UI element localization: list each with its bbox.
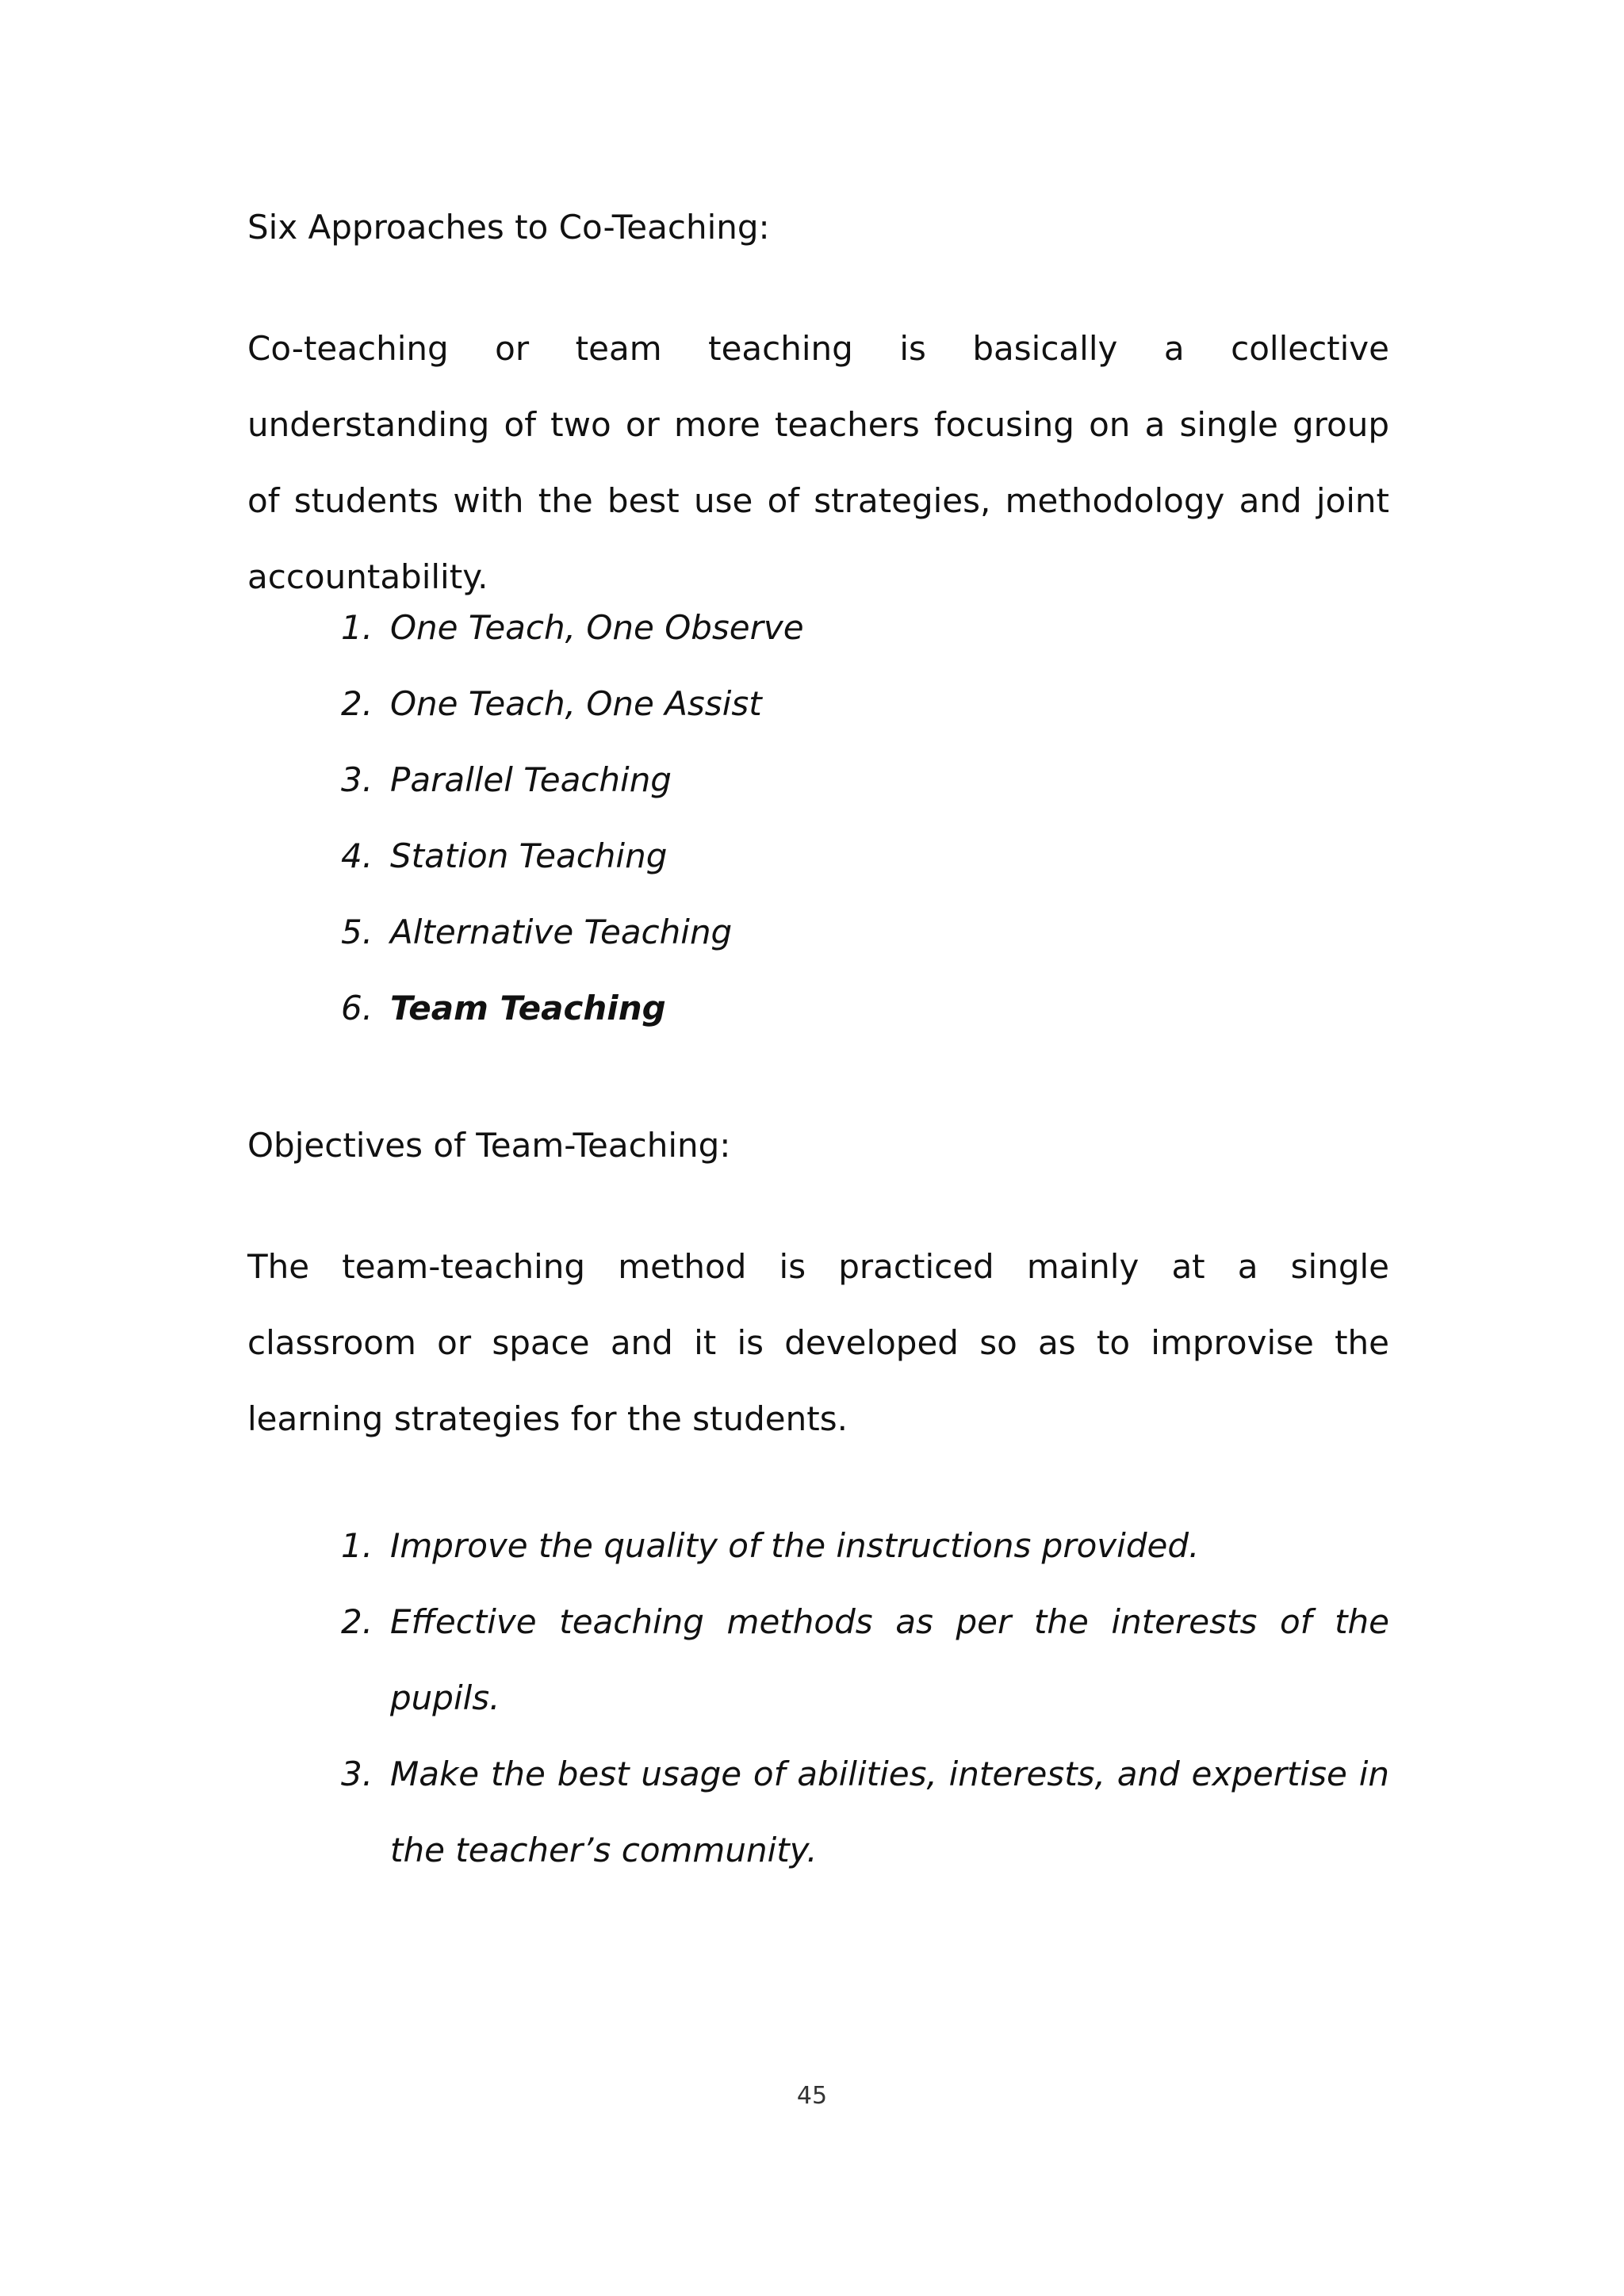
objectives-list	[341, 1508, 1389, 1888]
list-item: 5. Alternative Teaching	[341, 913, 733, 951]
list-item: 4. Station Teaching	[341, 836, 668, 875]
intro-paragraph-team-teaching: The team-teaching method is practiced mainly at a single classroom or space and it is developed so as to improvise the learning strategies for the students.	[247, 1247, 1389, 1438]
section-heading-approaches: Six Approaches to Co-Teaching:	[247, 208, 770, 247]
list-item: 3. Parallel Teaching	[341, 760, 672, 799]
list-item: 1. One Teach, One Observe	[341, 608, 804, 647]
list-item: 1. Improve the quality of the instructions provided.	[341, 1526, 1200, 1565]
list-item: 6. Team Teaching	[341, 989, 666, 1027]
approaches-list	[341, 590, 1389, 1047]
list-item: 2. Effective teaching methods as per the interests of the pupils.	[341, 1602, 1389, 1717]
list-item: 3. Make the best usage of abilities, interests, and expertise in the teacher’s community.	[341, 1755, 1389, 1869]
intro-paragraph-co-teaching: Co-teaching or team teaching is basically a collective understanding of two or more teachers focusing on a single group of students with the best use of strategies, methodology and joint accountability.	[247, 329, 1389, 596]
page-number: 45	[796, 2082, 828, 2110]
list-item: 2. One Teach, One Assist	[341, 684, 762, 723]
section-heading-objectives: Objectives of Team-Teaching:	[247, 1126, 731, 1165]
